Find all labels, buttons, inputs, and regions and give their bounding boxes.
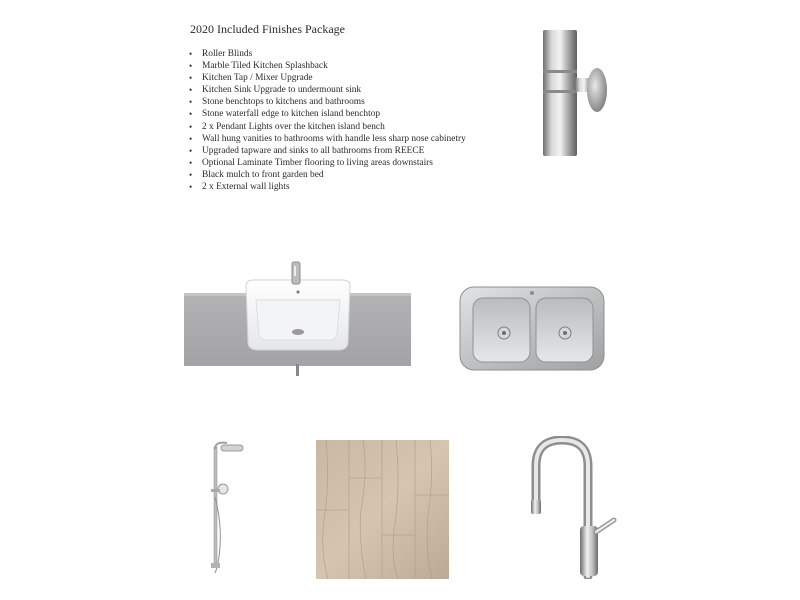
feature-item: • Kitchen Tap / Mixer Upgrade bbox=[189, 72, 466, 84]
wall-light-image bbox=[535, 28, 610, 158]
timber-flooring-swatch bbox=[316, 440, 449, 579]
feature-item: • Wall hung vanities to bathrooms with handle less sharp nose cabinetry bbox=[189, 133, 466, 145]
feature-item: • Black mulch to front garden bed bbox=[189, 169, 466, 181]
feature-item: • 2 x External wall lights bbox=[189, 181, 466, 193]
features-list bbox=[189, 48, 466, 193]
bathroom-basin-image bbox=[184, 258, 411, 380]
kitchen-sink-image bbox=[459, 286, 605, 371]
feature-item: • Kitchen Sink Upgrade to undermount sink bbox=[189, 84, 466, 96]
feature-item: • Roller Blinds bbox=[189, 48, 466, 60]
kitchen-mixer-tap-image bbox=[528, 436, 618, 579]
feature-item: • Stone benchtops to kitchens and bathrooms bbox=[189, 96, 466, 108]
feature-item: • Marble Tiled Kitchen Splashback bbox=[189, 60, 466, 72]
feature-item: • Stone waterfall edge to kitchen island benchtop bbox=[189, 108, 466, 120]
feature-item: • Upgraded tapware and sinks to all bathrooms from REECE bbox=[189, 145, 466, 157]
feature-item: • 2 x Pendant Lights over the kitchen island bench bbox=[189, 121, 466, 133]
feature-item: • Optional Laminate Timber flooring to living areas downstairs bbox=[189, 157, 466, 169]
shower-set-image bbox=[197, 437, 247, 577]
package-title: 2020 Included Finishes Package bbox=[190, 22, 345, 36]
